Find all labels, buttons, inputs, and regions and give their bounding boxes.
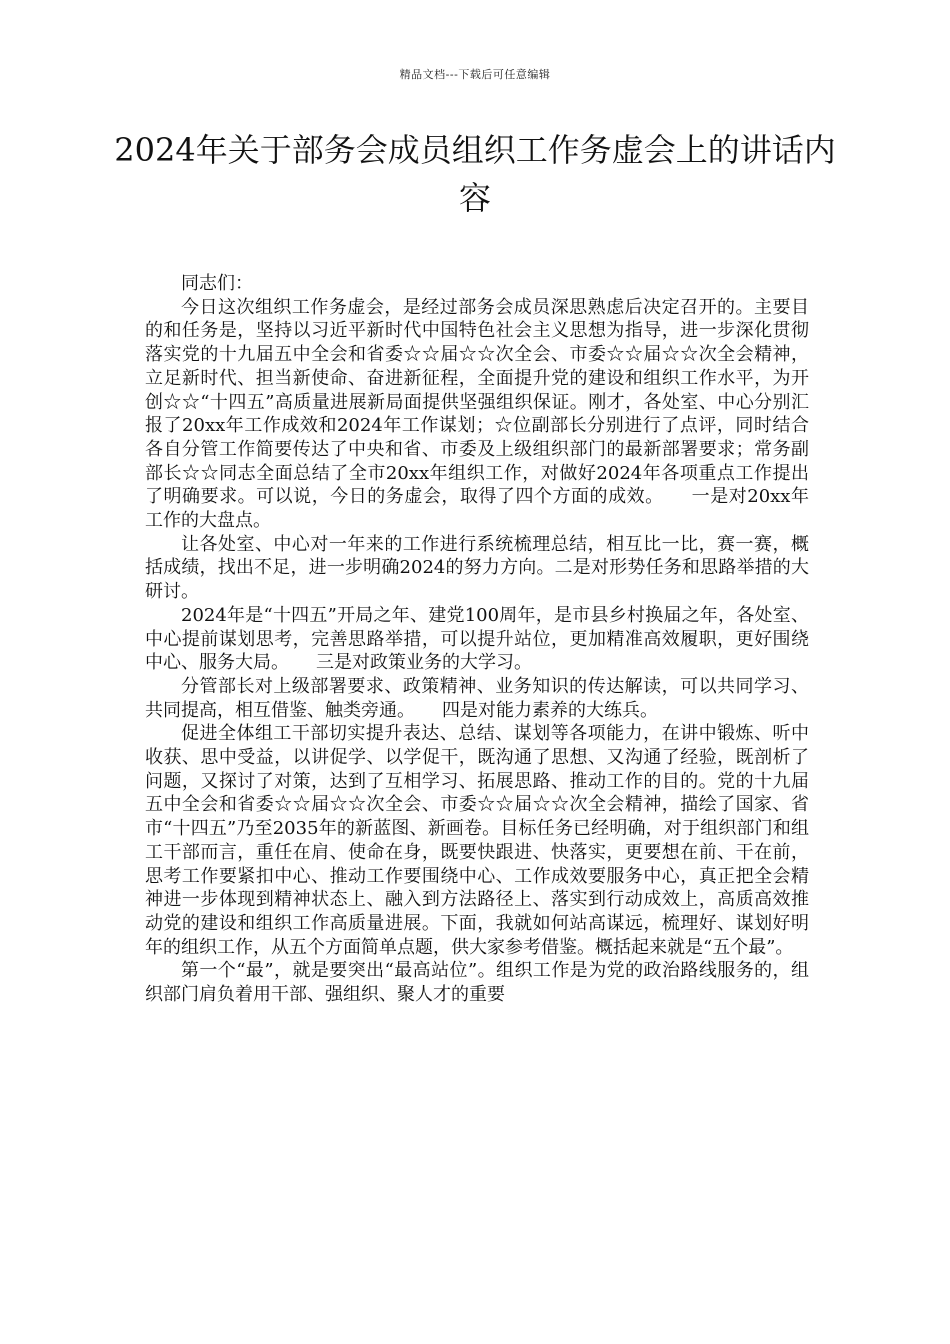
- page-header: 精品文档---下载后可任意编辑: [399, 68, 551, 81]
- document-title: 2024年关于部务会成员组织工作务虚会上的讲话内容: [114, 131, 836, 217]
- salutation: 同志们：: [181, 273, 253, 294]
- body-paragraph: 2024年是“十四五”开局之年、建党100周年，是市县乡村换届之年，各处室、中心提前谋划思考，完善思路举措，可以提升站位，更加精准高效履职，更好围绕中心、服务大局。 三是对政策业务的大学习。: [145, 604, 809, 674]
- document-body: [145, 272, 809, 1007]
- body-paragraph: 今日这次组织工作务虚会，是经过部务会成员深思熟虑后决定召开的。主要目的和任务是，坚持以习近平新时代中国特色社会主义思想为指导，进一步深化贯彻落实党的十九届五中全会和省委☆☆届☆☆次全会、市委☆☆届☆☆次全会精神，立足新时代、担当新使命、奋进新征程，全面提升党的建设和组织工作水平，为开创☆☆“十四五”高质量进展新局面提供坚强组织保证。刚才，各处室、中心分别汇报了20xx年工作成效和2024年工作谋划；☆位副部长分别进行了点评，同时结合各自分管工作简要传达了中央和省、市委及上级组织部门的最新部署要求；常务副部长☆☆同志全面总结了全市20xx年组织工作，对做好2024年各项重点工作提出了明确要求。可以说，今日的务虚会，取得了四个方面的成效。 一是对20xx年工作的大盘点。: [145, 296, 809, 532]
- body-paragraph: 促进全体组工干部切实提升表达、总结、谋划等各项能力，在讲中锻炼、听中收获、思中受益，以讲促学、以学促干，既沟通了思想、又沟通了经验，既剖析了问题，又探讨了对策，达到了互相学习、拓展思路、推动工作的目的。党的十九届五中全会和省委☆☆届☆☆次全会、市委☆☆届☆☆次全会精神，描绘了国家、省市“十四五”乃至2035年的新蓝图、新画卷。目标任务已经明确，对于组织部门和组工干部而言，重任在肩、使命在身，既要快跟进、快落实，更要想在前、干在前，思考工作要紧扣中心、推动工作要围绕中心、工作成效要服务中心，真正把全会精神进一步体现到精神状态上、融入到方法路径上、落实到行动成效上，高质高效推动党的建设和组织工作高质量进展。下面，我就如何站高谋远，梳理好、谋划好明年的组织工作，从五个方面简单点题，供大家参考借鉴。概括起来就是“五个最”。: [145, 723, 809, 958]
- body-paragraph: 分管部长对上级部署要求、政策精神、业务知识的传达解读，可以共同学习、共同提高，相互借鉴、触类旁通。 四是对能力素养的大练兵。: [145, 675, 809, 721]
- body-paragraph: 让各处室、中心对一年来的工作进行系统梳理总结，相互比一比，赛一赛，概括成绩，找出不足，进一步明确2024的努力方向。二是对形势任务和思路举措的大研讨。: [145, 533, 809, 603]
- body-paragraph: 第一个“最”，就是要突出“最高站位”。组织工作是为党的政治路线服务的，组织部门肩负着用干部、强组织、聚人才的重要: [145, 960, 809, 1006]
